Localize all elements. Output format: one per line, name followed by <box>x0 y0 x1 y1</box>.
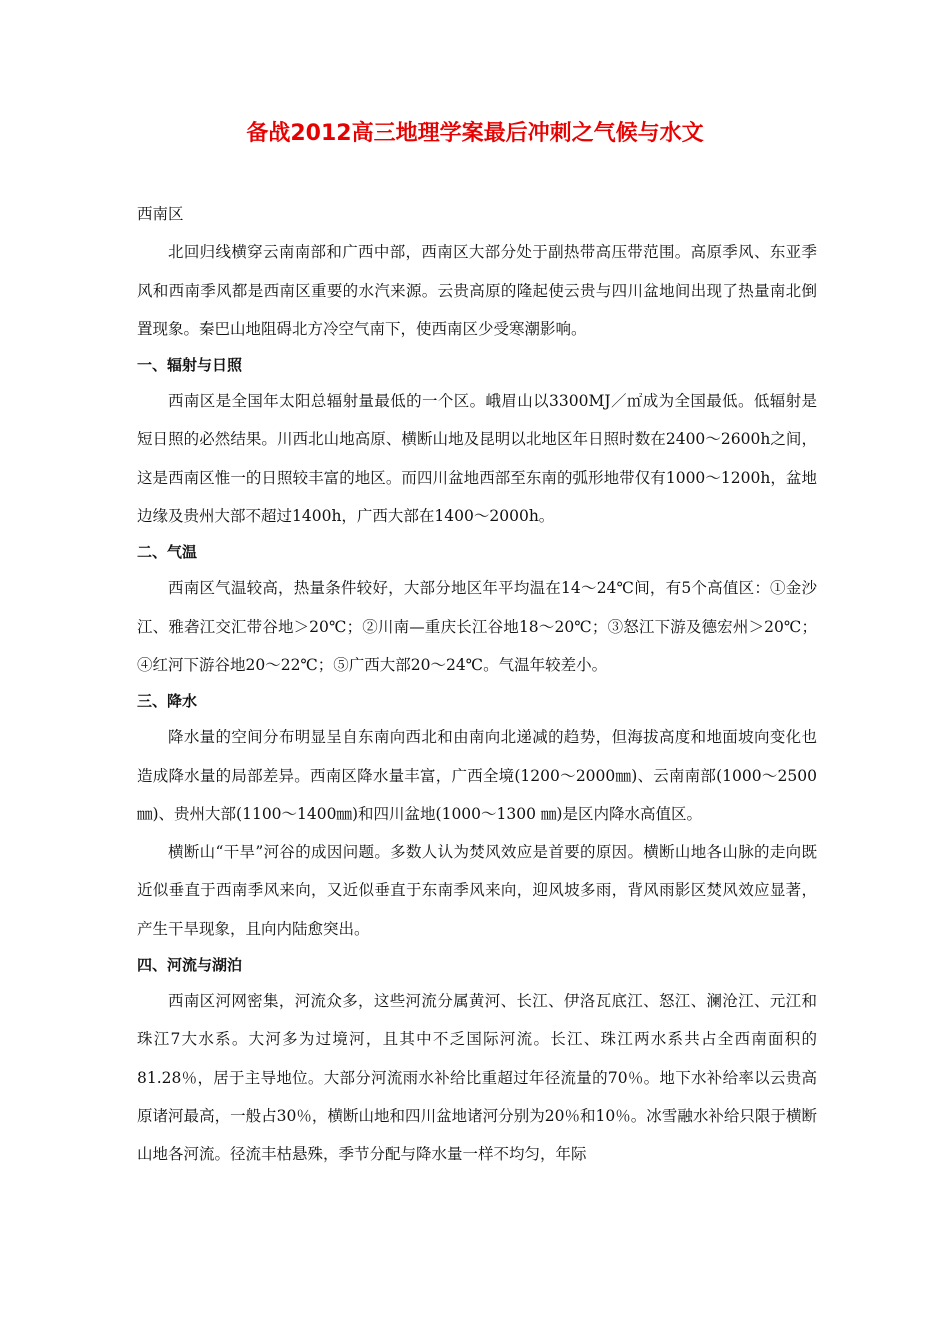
section-heading-radiation: 一、辐射与日照 <box>137 356 243 375</box>
radiation-paragraph: 西南区是全国年太阳总辐射量最低的一个区。峨眉山以3300MJ／㎡成为全国最低。低辐射是短日照的必然结果。川西北山地高原、横断山地及昆明以北地区年日照时数在2400～2600h之间，这是西南区惟一的日照较丰富的地区。而四川盆地西部至东南的弧形地带仅有1000～1200h，盆地边缘及贵州大部不超过1400h，广西大部在1400～2000h。 <box>137 392 817 526</box>
dry-valley-paragraph: 横断山“干旱”河谷的成因问题。多数人认为焚风效应是首要的原因。横断山地各山脉的走向既近似垂直于西南季风来向，又近似垂直于东南季风来向，迎风坡多雨，背风雨影区焚风效应显著，产生干旱现象，且向内陆愈突出。 <box>137 843 817 938</box>
section-heading-rivers-lakes: 四、河流与湖泊 <box>137 956 243 975</box>
rivers-paragraph: 西南区河网密集，河流众多，这些河流分属黄河、长江、伊洛瓦底江、怒江、澜沧江、元江和珠江7大水系。大河多为过境河，且其中不乏国际河流。长江、珠江两水系共占全西南面积的81.28％，居于主导地位。大部分河流雨水补给比重超过年径流量的70％。地下水补给率以云贵高原诸河最高，一般占30％，横断山地和四川盆地诸河分别为20％和10％。冰雪融水补给只限于横断山地各河流。径流丰枯悬殊，季节分配与降水量一样不均匀，年际 <box>137 992 817 1164</box>
section-heading-temperature: 二、气温 <box>137 543 198 562</box>
temperature-paragraph: 西南区气温较高，热量条件较好，大部分地区年平均温在14～24℃间，有5个高值区：①金沙江、雅砻江交汇带谷地＞20℃；②川南—重庆长江谷地18～20℃；③怒江下游及德宏州＞20℃；④红河下游谷地20～22℃；⑤广西大部20～24℃。气温年较差小。 <box>137 579 817 674</box>
document-body <box>137 195 817 1174</box>
section-heading-precipitation: 三、降水 <box>137 692 198 711</box>
region-label: 西南区 <box>137 205 184 223</box>
precipitation-paragraph: 降水量的空间分布明显呈自东南向西北和由南向北递减的趋势，但海拔高度和地面坡向变化也造成降水量的局部差异。西南区降水量丰富，广西全境(1200～2000㎜)、云南南部(1000～2500㎜)、贵州大部(1100～1400㎜)和四川盆地(1000～1300 ㎜)是区内降水高值区。 <box>137 728 817 823</box>
intro-paragraph: 北回归线横穿云南南部和广西中部，西南区大部分处于副热带高压带范围。高原季风、东亚季风和西南季风都是西南区重要的水汽来源。云贵高原的隆起使云贵与四川盆地间出现了热量南北倒置现象。秦巴山地阻碍北方冷空气南下，使西南区少受寒潮影响。 <box>137 243 817 338</box>
document-title: 备战2012高三地理学案最后冲刺之气候与水文 <box>246 121 704 146</box>
